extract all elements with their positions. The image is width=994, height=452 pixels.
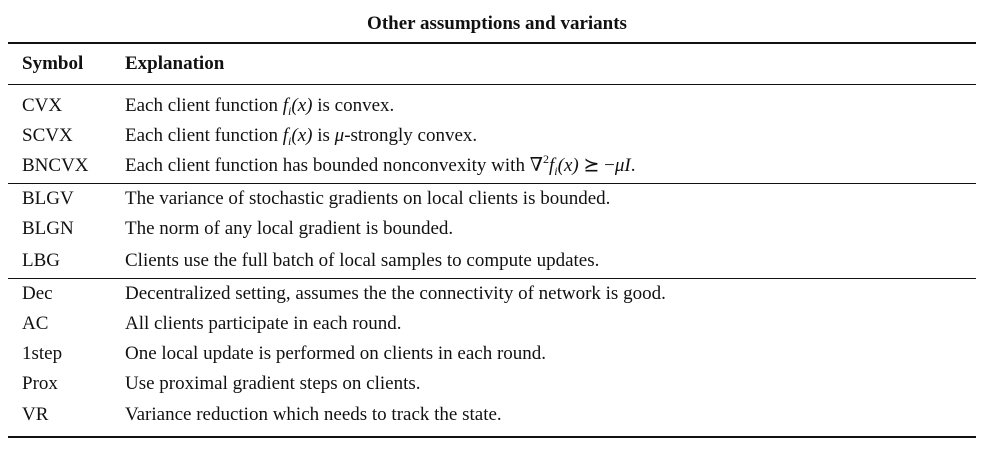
table-row [0, 121, 994, 151]
row-explanation: Decentralized setting, assumes the the connectivity of network is good. [125, 283, 666, 304]
row-explanation: The norm of any local gradient is bounded. [125, 218, 454, 239]
row-symbol: Prox [22, 373, 58, 394]
header-row [0, 49, 994, 79]
row-explanation: Variance reduction which needs to track the state. [125, 404, 502, 425]
row-symbol: SCVX [22, 125, 73, 146]
header-symbol: Symbol [22, 53, 84, 74]
table-row [0, 339, 994, 369]
bottom-rule [8, 436, 976, 438]
row-explanation: One local update is performed on clients in each round. [125, 343, 547, 364]
row-symbol: BLGV [22, 188, 74, 209]
row-explanation: Each client function $f_i(x)$ is μ-strongly convex. [125, 125, 478, 148]
table-row [0, 279, 994, 309]
table-row [0, 214, 994, 244]
row-symbol: CVX [22, 95, 63, 116]
row-explanation: Use proximal gradient steps on clients. [125, 373, 421, 394]
row-explanation: Each client function has bounded nonconvexity with $\nabla^2f_i(x)$ ⪰ −μI. [125, 152, 636, 178]
top-rule [8, 42, 976, 44]
row-symbol: 1step [22, 343, 63, 364]
table-row [0, 246, 994, 276]
row-symbol: LBG [22, 250, 60, 271]
row-explanation: Each client function $f_i(x)$ is convex. [125, 95, 395, 118]
table-caption: Other assumptions and variants [367, 13, 627, 34]
table-row [0, 309, 994, 339]
row-symbol: VR [22, 404, 49, 425]
row-explanation: The variance of stochastic gradients on local clients is bounded. [125, 188, 611, 209]
table-row [0, 151, 994, 181]
row-symbol: BLGN [22, 218, 74, 239]
header-rule [8, 84, 976, 85]
row-symbol: Dec [22, 283, 53, 304]
row-symbol: AC [22, 313, 49, 334]
row-explanation: Clients use the full batch of local samples to compute updates. [125, 250, 600, 271]
table-row [0, 369, 994, 399]
table-row [0, 184, 994, 214]
row-symbol: BNCVX [22, 155, 89, 176]
header-explanation: Explanation [125, 53, 225, 74]
row-explanation: All clients participate in each round. [125, 313, 402, 334]
table-row [0, 400, 994, 430]
table-row [0, 91, 994, 121]
